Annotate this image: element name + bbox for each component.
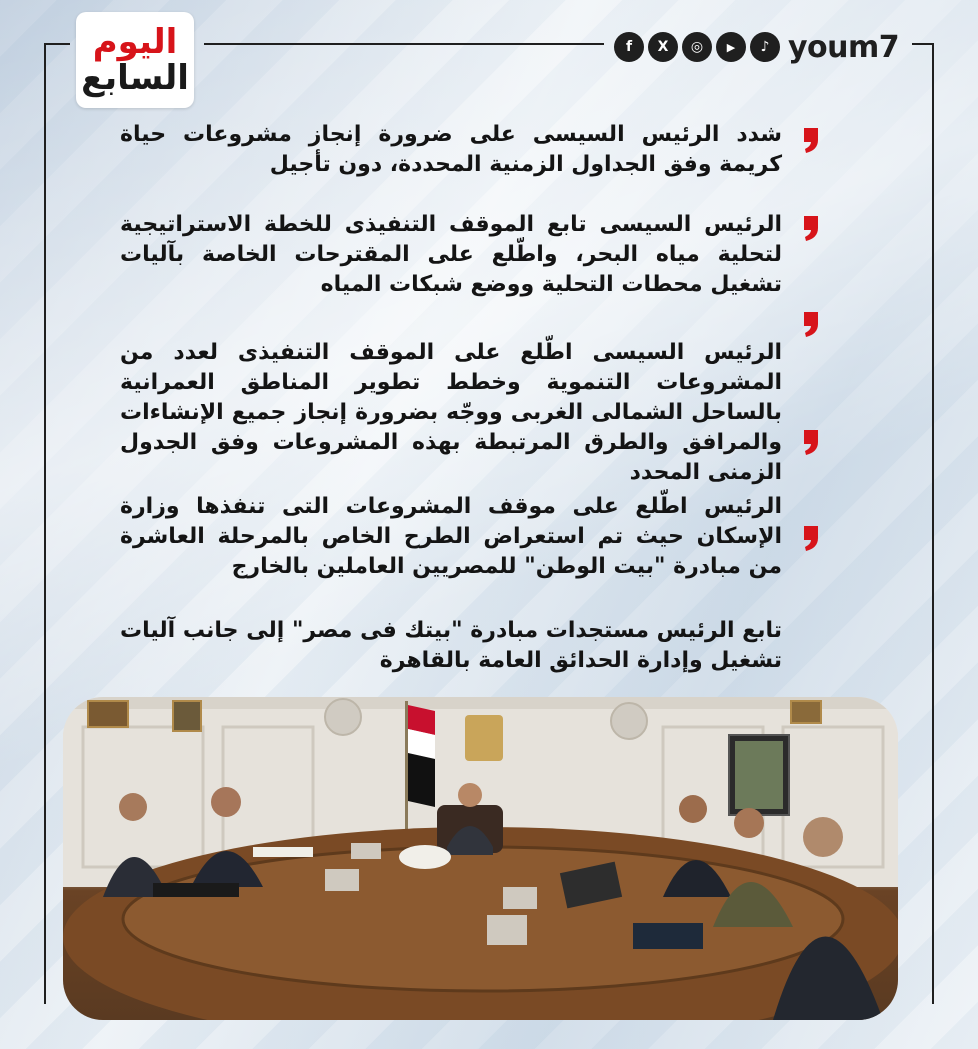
x-icon[interactable]: X	[648, 32, 678, 62]
quote-mark-icon	[800, 214, 820, 242]
facebook-icon[interactable]: f	[614, 32, 644, 62]
frame-line-top	[204, 43, 604, 45]
bullet-item	[120, 120, 820, 180]
logo-line-1: اليوم	[92, 22, 178, 62]
bullet-text: الرئيس السيسى اطّلع على الموقف التنفيذى لعدد من المشروعات التنموية وخطط تطوير المناطق العمرانية بالساحل الشمالى الغربى ووجّه بضرورة إنجاز جميع الإنشاءات والمرافق والطرق المرتبطة بهذه المشروعات وفق الجدول الزمنى المحدد	[120, 340, 782, 485]
quote-mark-icon	[800, 428, 820, 456]
bullet-text: شدد الرئيس السيسى على ضرورة إنجاز مشروعات حياة كريمة وفق الجداول الزمنية المحددة، دون تأجيل	[120, 122, 782, 177]
tiktok-icon[interactable]: ♪	[750, 32, 780, 62]
bullet-item	[120, 616, 820, 676]
meeting-photo	[63, 697, 898, 1020]
frame-line-left	[44, 44, 46, 1004]
quote-mark-icon	[800, 310, 820, 338]
bullet-item	[120, 210, 820, 300]
logo-line-2: السابع	[81, 58, 189, 98]
youm7-logo[interactable]	[76, 12, 194, 108]
bullet-text: الرئيس اطّلع على موقف المشروعات التى تنفذها وزارة الإسكان حيث تم استعراض الطرح الخاص بالمرحلة العاشرة من مبادرة "بيت الوطن" للمصريين العاملين بالخارج	[120, 494, 782, 579]
frame-line-top	[44, 43, 70, 45]
bullet-text: الرئيس السيسى تابع الموقف التنفيذى للخطة الاستراتيجية لتحلية مياه البحر، واطّلع على المقترحات الخاصة بآليات تشغيل محطات التحلية ووضع شبكات المياه	[120, 212, 782, 297]
brand-name[interactable]: youm7	[788, 29, 900, 65]
instagram-icon[interactable]: ◎	[682, 32, 712, 62]
quote-mark-icon	[800, 524, 820, 552]
bullet-item	[120, 338, 820, 488]
quote-mark-icon	[800, 126, 820, 154]
social-bar	[614, 30, 899, 64]
bullet-text: تابع الرئيس مستجدات مبادرة "بيتك فى مصر" إلى جانب آليات تشغيل وإدارة الحدائق العامة بالقاهرة	[120, 618, 782, 673]
youtube-icon[interactable]: ▶	[716, 32, 746, 62]
frame-line-top	[912, 43, 934, 45]
bullet-item	[120, 492, 820, 582]
frame-line-right	[932, 44, 934, 1004]
